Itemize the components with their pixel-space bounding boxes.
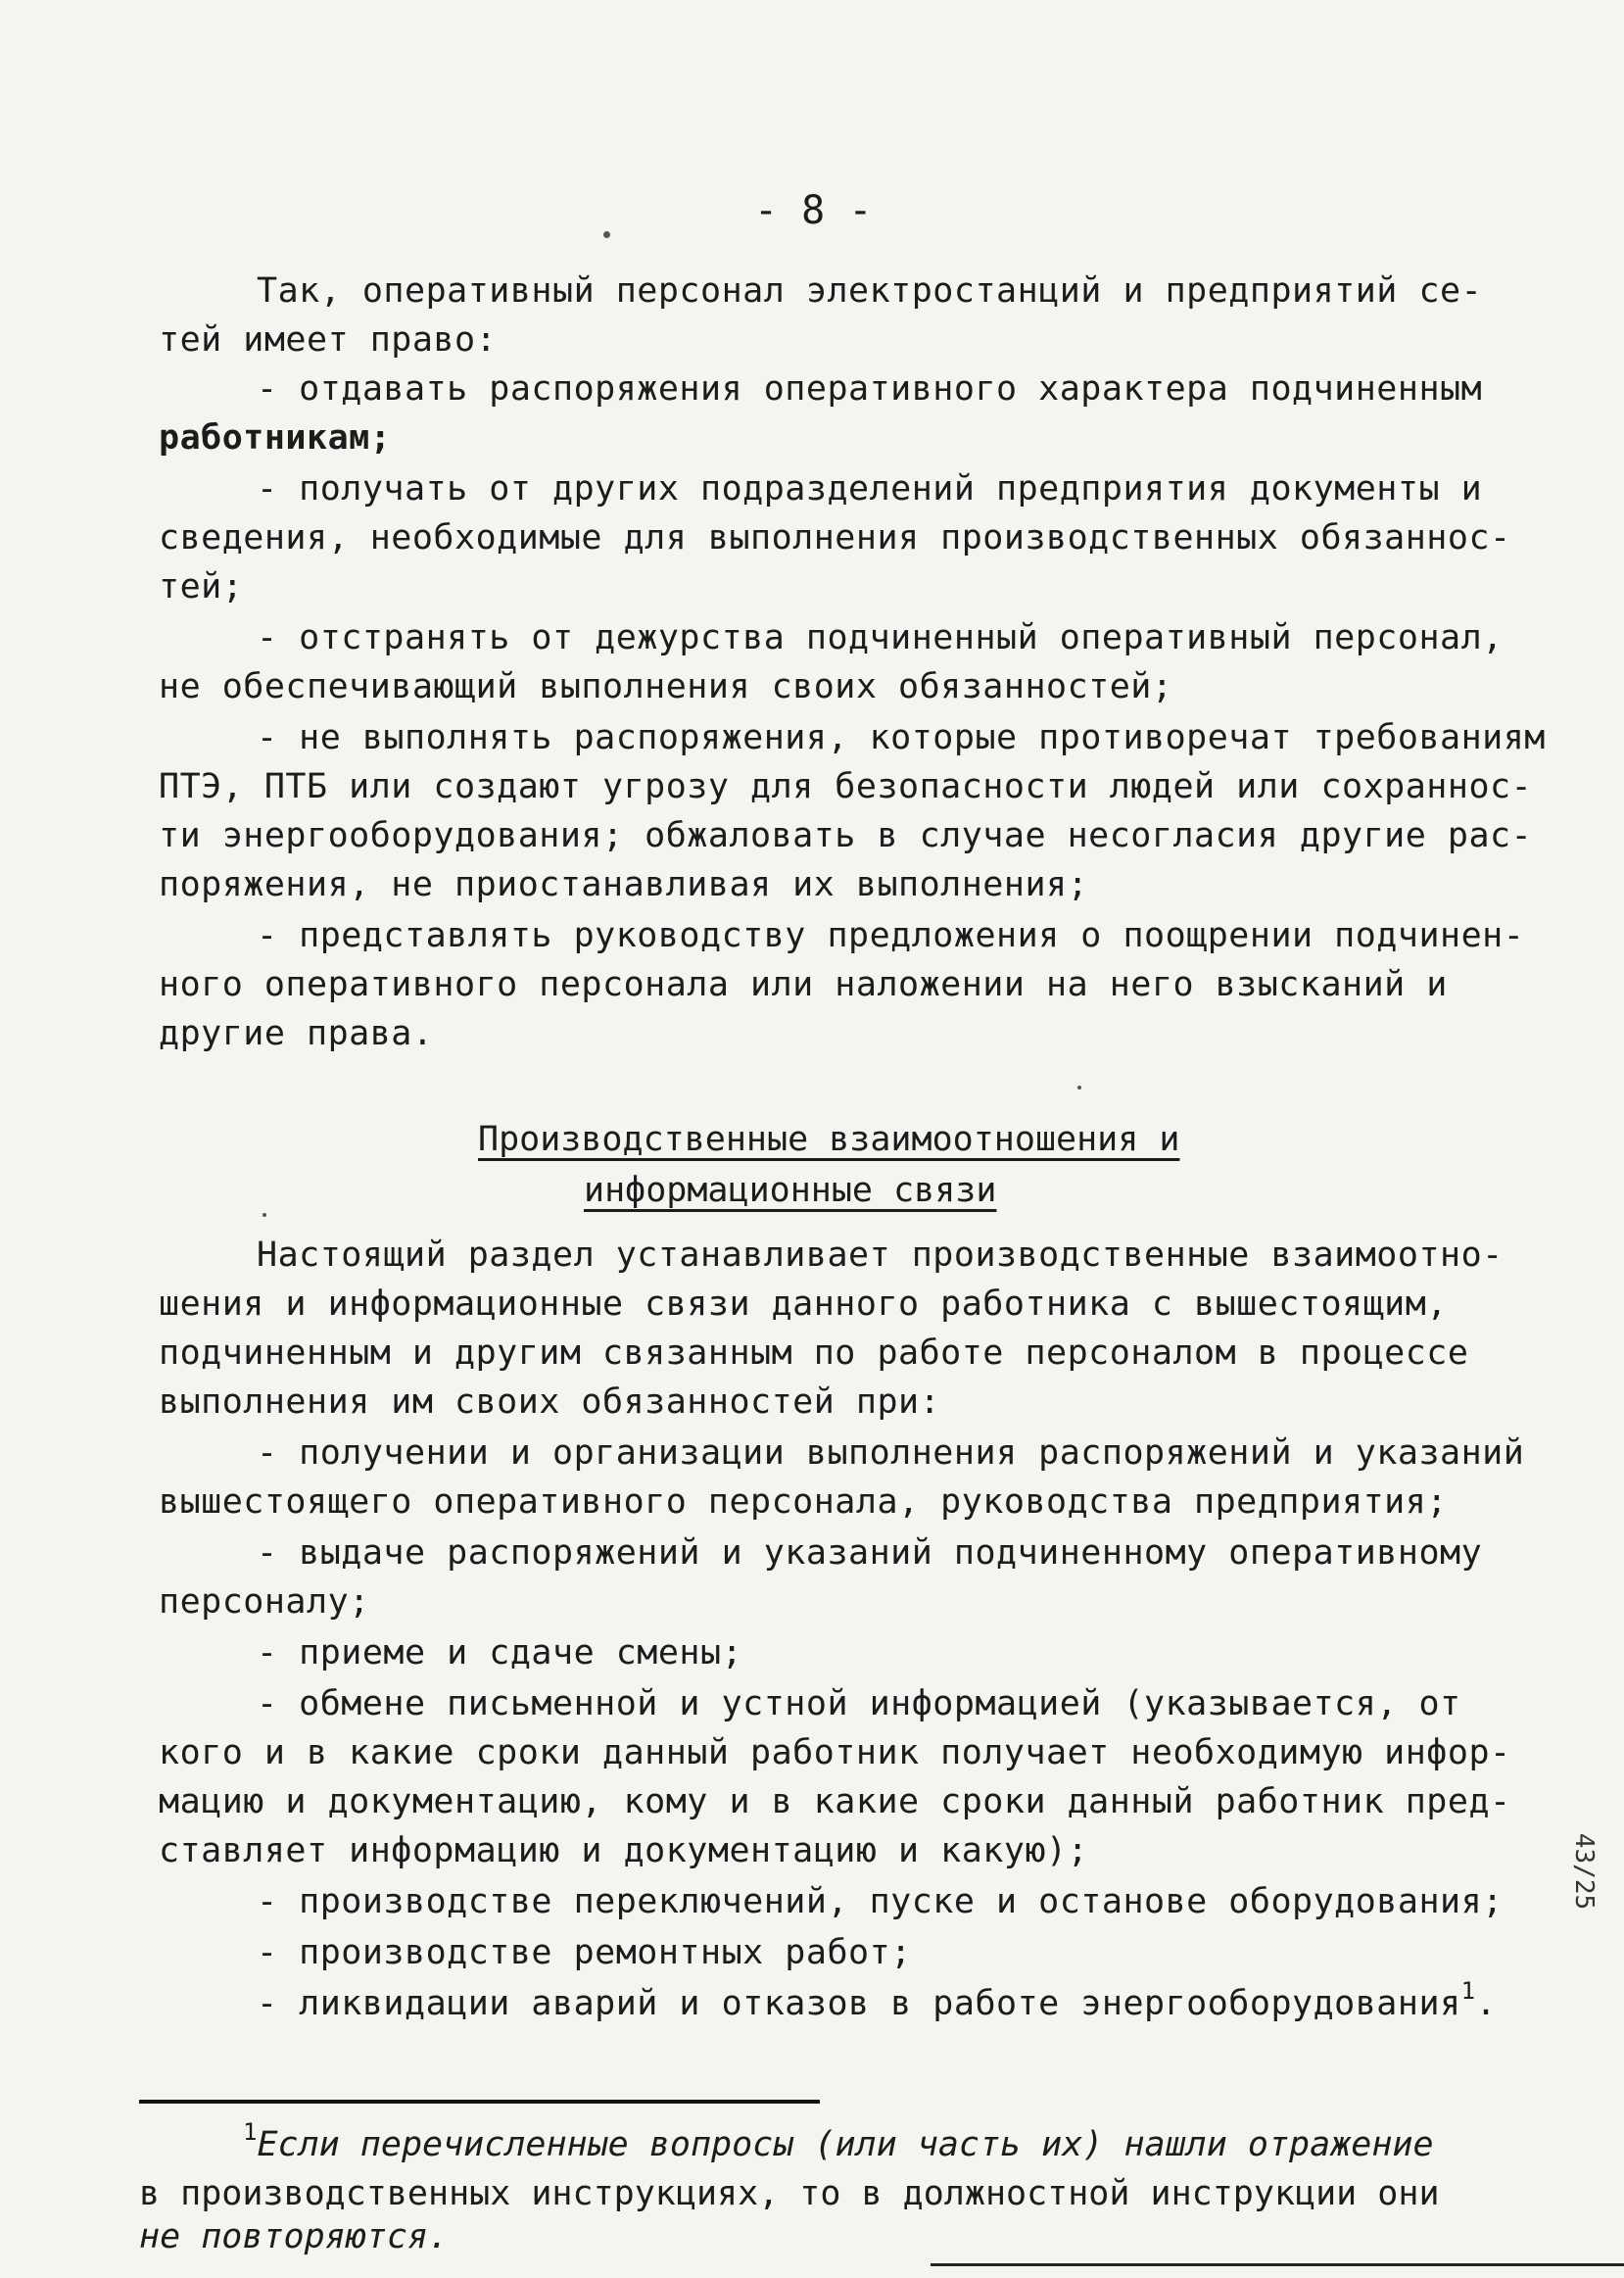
section-heading: Производственные взаимоотношения и	[478, 1120, 1180, 1159]
footnote-line: в производственных инструкциях, то в должностной инструкции они	[139, 2174, 1440, 2213]
text-line: ПТЭ, ПТБ или создают угрозу для безопасности людей или сохраннос-	[159, 767, 1533, 806]
text-line: другие права.	[159, 1014, 434, 1053]
text-line: - представлять руководству предложения о поощрении подчинен-	[257, 916, 1525, 955]
text-line: работникам;	[159, 418, 392, 458]
section-heading: информационные связи	[584, 1171, 997, 1210]
text-line: не обеспечивающий выполнения своих обязанностей;	[159, 667, 1173, 706]
text-line: - не выполнять распоряжения, которые противоречат требованиям	[257, 718, 1546, 757]
text-line: - производстве переключений, пуске и останове оборудования;	[257, 1882, 1504, 1921]
text-run: - ликвидации аварий и отказов в работе энергооборудования	[257, 1984, 1461, 2023]
text-line: - отстранять от дежурства подчиненный оперативный персонал,	[257, 618, 1504, 657]
scan-speck	[263, 1213, 266, 1217]
text-line: мацию и документацию, кому и в какие сроки данный работник пред-	[159, 1782, 1511, 1821]
text-line: - получать от других подразделений предприятия документы и	[257, 469, 1483, 509]
text-line: Так, оперативный персонал электростанций и предприятий се-	[257, 271, 1483, 311]
scan-edge-line	[931, 2263, 1624, 2266]
text-line: - производстве ремонтных работ;	[257, 1933, 912, 1972]
text-line: ти энергооборудования; обжаловать в случае несогласия другие рас-	[159, 816, 1533, 855]
footnote-text: Если перечисленные вопросы (или часть их) нашли отражение	[257, 2125, 1434, 2164]
footnote-line: не повторяются.	[139, 2217, 450, 2256]
text-line	[257, 1979, 1497, 2031]
text-line: подчиненным и другим связанным по работе персоналом в процессе	[159, 1333, 1469, 1373]
text-line: - отдавать распоряжения оперативного характера подчиненным	[257, 369, 1483, 409]
text-line: ного оперативного персонала или наложении на него взысканий и	[159, 965, 1448, 1004]
text-line: персоналу;	[159, 1582, 370, 1622]
footnote-divider	[139, 2100, 820, 2104]
text-line: сведения, необходимые для выполнения производственных обязаннос-	[159, 518, 1511, 557]
text-run: .	[1475, 1984, 1498, 2023]
text-line: шения и информационные связи данного работника с вышестоящим,	[159, 1284, 1448, 1324]
text-line: поряжения, не приостанавливая их выполнения;	[159, 865, 1089, 904]
text-line: вышестоящего оперативного персонала, руководства предприятия;	[159, 1482, 1448, 1522]
footnote-marker: 1	[243, 2118, 258, 2146]
text-line: - выдаче распоряжений и указаний подчиненному оперативному	[257, 1533, 1483, 1573]
text-line: выполнения им своих обязанностей при:	[159, 1382, 941, 1422]
scan-speck	[603, 231, 610, 238]
text-line: Настоящий раздел устанавливает производственные взаимоотно-	[257, 1236, 1504, 1275]
text-line: тей;	[159, 567, 244, 606]
text-line: тей имеет право:	[159, 320, 498, 360]
margin-mark: 43/25	[1569, 1832, 1600, 1911]
text-line: - обмене письменной и устной информацией (указывается, от	[257, 1684, 1461, 1723]
text-line: кого и в какие сроки данный работник получает необходимую инфор-	[159, 1733, 1511, 1772]
text-line: - получении и организации выполнения распоряжений и указаний	[257, 1433, 1525, 1473]
text-line: ставляет информацию и документацию и какую);	[159, 1831, 1089, 1870]
scan-speck	[1077, 1086, 1081, 1090]
footnote-reference: 1	[1460, 1977, 1476, 2005]
footnote-line	[243, 2118, 1434, 2168]
page-number: - 8 -	[754, 188, 873, 233]
text-line: - приеме и сдаче смены;	[257, 1633, 743, 1672]
